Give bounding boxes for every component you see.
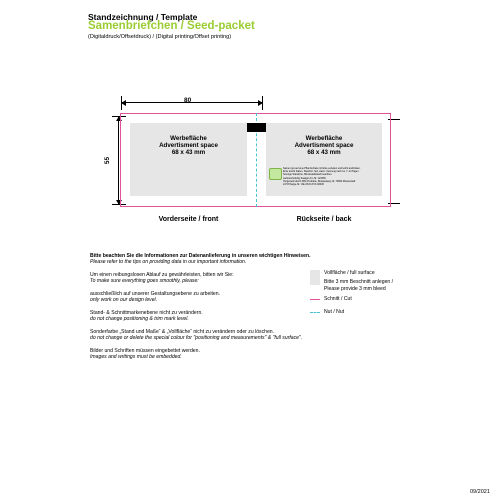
height-line: [118, 116, 119, 205]
front-line3: 68 x 43 mm: [171, 149, 206, 156]
back-advert-text: [266, 135, 382, 156]
legend: [310, 270, 430, 320]
front-advert-text: [130, 135, 247, 156]
eco-leaf-icon: [269, 168, 282, 180]
note-p3-de: Stand- & Schnittmarkenebene nicht zu verändern.: [90, 310, 203, 316]
width-dimension: [121, 96, 263, 110]
back-advert-panel: [266, 123, 382, 196]
fine-line: Samen gut auf eine Pflanzschale mit Erde verteilen und leicht andrücken.: [283, 167, 361, 170]
legend-groove: Nut / Nut: [324, 309, 345, 315]
cut-line-swatch: [310, 299, 320, 300]
fine-line: LOT/Charge-Nr.: DE-ÖKO-XXX-00000: [283, 182, 324, 186]
note-p3-en: do not change positioning & trim mark level.: [90, 316, 189, 322]
print-methods: (Digitaldruck/Offsetdruck) / (Digital printing/Offset printing): [88, 34, 232, 40]
back-line1: Werbefläche: [305, 135, 343, 142]
notes-heading-de: Bitte beachten Sie die Informationen zur Datenanlieferung in unseren wichtigen Hinweisen.: [90, 253, 311, 259]
height-value: 55: [104, 156, 112, 165]
front-advert-panel: [130, 123, 247, 196]
note-p2-en: only work on our design level.: [90, 297, 158, 303]
notes-heading-en: Please refer to the tips on providing data in our important information.: [90, 259, 247, 265]
flap-mark: [246, 123, 266, 132]
note-p4-de: Sonderfarbe „Stand und Maße“ & „Vollfläche“ nicht zu verändern oder zu löschen.: [90, 329, 275, 335]
legend-full-surface: Vollfläche / full surface: [324, 270, 375, 276]
note-p2-de: ausschließlich auf unserer Gestaltungsebene zu arbeiten.: [90, 291, 220, 297]
note-p5-en: Images and writings must be embedded.: [90, 354, 182, 360]
width-value: 80: [184, 97, 192, 104]
width-arrow-left: [121, 100, 126, 106]
note-p1-de: Um einen reibungslosen Ablauf zu gewährleisten, bitten wir Sie:: [90, 272, 234, 278]
fine-line: Erde feucht halten. Standort: hell, warm. Keimung nach ca. 7–14 Tagen.: [283, 169, 360, 173]
template-title: Standzeichnung / Template: [88, 12, 198, 22]
back-fine-print: [283, 168, 379, 186]
back-label: Rückseite / back: [296, 216, 352, 223]
note-p4-en: do not change or delete the special colour for "positioning and measurements" & "full surface".: [90, 335, 303, 341]
fine-line: Hergestellt durch ABC Produkte, Beispielweg 10, 70000 Musterstadt: [283, 179, 356, 183]
legend-cut: Schnitt / Cut: [324, 296, 352, 302]
front-label: Vorderseite / front: [158, 216, 219, 223]
fine-line: Gebrauchsfertig Saatgut Art.-Nr. 123456: [283, 176, 326, 180]
legend-bleed-en: Please provide 3 mm bleed: [324, 286, 386, 292]
fine-line: Sonnige Standorte, Mindestabstand beachten.: [283, 172, 333, 176]
full-surface-swatch: [310, 270, 320, 285]
footer-date: 09/2021: [470, 489, 490, 495]
back-line3: 68 x 43 mm: [307, 149, 341, 156]
width-arrow-right: [258, 100, 263, 106]
front-line1: Werbefläche: [170, 135, 207, 142]
width-line: [121, 102, 263, 103]
front-line2: Advertisment space: [159, 142, 218, 149]
note-p1-en: To make sure everything goes smoothly, please:: [90, 278, 199, 284]
groove-line-swatch: [310, 312, 320, 313]
note-p5-de: Bilder und Schriften müssen eingebettet werden.: [90, 348, 200, 354]
product-name: Samenbriefchen / Seed-packet: [88, 20, 255, 32]
back-line2: Advertisment space: [294, 142, 354, 149]
legend-bleed-de: Bitte 3 mm Beschnitt anlegen /: [324, 279, 394, 285]
